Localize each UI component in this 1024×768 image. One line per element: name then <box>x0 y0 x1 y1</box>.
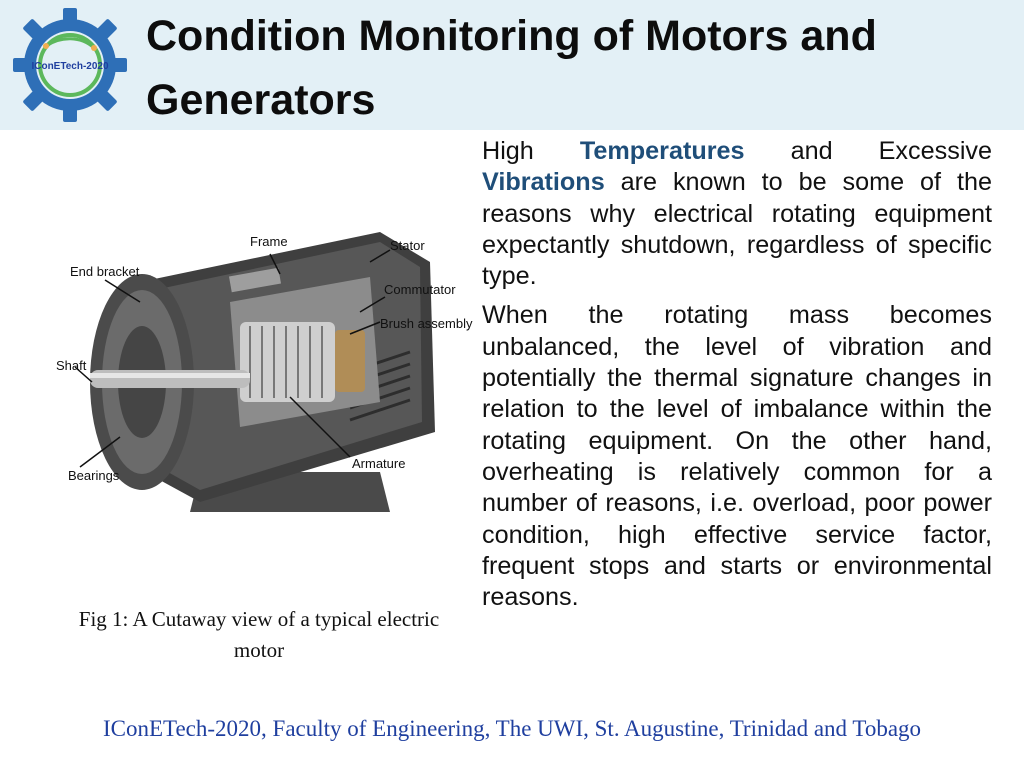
label-armature: Armature <box>352 456 406 471</box>
footer-text: IConETech-2020, Faculty of Engineering, The UWI, St. Augustine, Trinidad and Tobago <box>102 716 922 741</box>
highlight-vibrations: Vibrations <box>482 168 605 197</box>
label-end-bracket: End bracket <box>70 264 140 279</box>
label-stator: Stator <box>390 238 425 253</box>
p1-rest: are known to be some of the reasons why electrical rotating equipment expectantly shutdown, regardless of specific type. <box>482 168 992 291</box>
label-commutator: Commutator <box>384 282 456 297</box>
label-bearings: Bearings <box>68 468 120 483</box>
conference-logo <box>6 6 134 124</box>
label-brush-assembly: Brush assembly <box>380 316 473 331</box>
paragraph-1 <box>482 136 992 292</box>
logo-text: IConETech-2020 <box>31 61 109 72</box>
label-shaft: Shaft <box>56 358 87 373</box>
highlight-temperatures: Temperatures <box>579 137 745 165</box>
page-title: Condition Monitoring of Motors and Generators <box>146 12 877 124</box>
p1-word-high: High <box>482 137 534 165</box>
figure-caption: Fig 1: A Cutaway view of a typical electric motor <box>78 607 440 662</box>
label-frame: Frame <box>250 234 288 249</box>
p1-word-excessive: and Excessive <box>790 137 993 165</box>
header-band <box>0 0 1024 130</box>
paragraph-2: When the rotating mass becomes unbalanced, the level of vibration and potentially the thermal signature changes in relation to the level of imbalance within the rotating equipment. On the other hand, overheating is relatively common for a number of reasons, i.e. overload, poor power condition, high effective service factor, frequent stops and starts or environmental reasons. <box>482 301 992 612</box>
motor-cutaway-figure <box>50 222 480 522</box>
body-text <box>482 136 992 621</box>
